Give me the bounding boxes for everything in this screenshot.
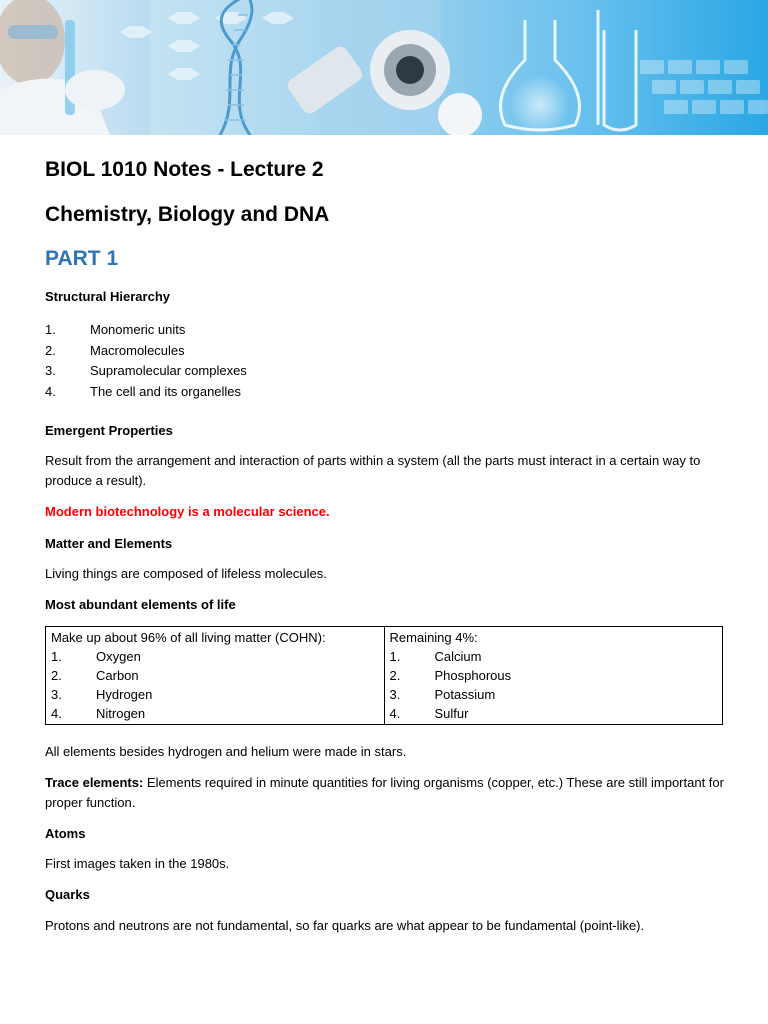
list-item-number: 2.: [51, 668, 62, 683]
emergent-properties-text: Result from the arrangement and interaction of parts within a system (all the parts must interact in a certain way to produce a result).: [45, 453, 701, 488]
quarks-heading: Quarks: [45, 887, 90, 902]
quarks-text: Protons and neutrons are not fundamental, so far quarks are what appear to be fundamental (point-like).: [45, 918, 645, 933]
table-cell-title: Remaining 4%:: [389, 630, 478, 645]
list-item: [45, 341, 247, 362]
list-item-text: Oxygen: [96, 649, 141, 664]
atoms-text: First images taken in the 1980s.: [45, 856, 230, 871]
list-item: [45, 320, 247, 341]
list-item-text: Potassium: [434, 687, 496, 702]
list-item-number: 1.: [389, 649, 401, 664]
header-banner-image: [0, 0, 768, 135]
stars-text: All elements besides hydrogen and helium were made in stars.: [45, 744, 407, 759]
part-heading: PART 1: [45, 247, 119, 270]
list-item-number: 3.: [389, 687, 401, 702]
list-item-number: 1.: [51, 649, 62, 664]
atoms-heading: Atoms: [45, 826, 86, 841]
list-item: [390, 704, 718, 723]
matter-elements-text: Living things are composed of lifeless molecules.: [45, 566, 327, 581]
list-item-text: Nitrogen: [96, 706, 146, 721]
emergent-properties-heading: Emergent Properties: [45, 423, 173, 438]
list-item-text: Calcium: [434, 649, 482, 664]
structural-hierarchy-list: [45, 320, 247, 402]
structural-hierarchy-heading: Structural Hierarchy: [45, 289, 170, 304]
list-item-text: The cell and its organelles: [90, 383, 242, 399]
list-item: [390, 666, 718, 685]
list-item-number: 4.: [389, 706, 401, 721]
list-item-number: 4.: [45, 383, 56, 399]
list-item: [390, 685, 718, 704]
abundant-elements-heading: Most abundant elements of life: [45, 597, 236, 612]
highlight-statement: Modern biotechnology is a molecular science.: [45, 504, 330, 519]
table-cell-remaining-elements: [384, 627, 723, 725]
list-item-text: Supramolecular complexes: [90, 363, 247, 378]
trace-elements-text: Elements required in minute quantities for living organisms (copper, etc.) These are still important for proper function.: [45, 775, 724, 810]
elements-table: [45, 626, 723, 725]
list-item-text: Carbon: [96, 668, 139, 683]
list-item-number: 3.: [51, 687, 62, 702]
list-item-number: 2.: [45, 342, 56, 358]
list-item-text: Monomeric units: [90, 322, 186, 337]
trace-elements-paragraph: [45, 773, 725, 813]
list-item: [51, 685, 379, 704]
list-item-text: Macromolecules: [90, 342, 185, 358]
list-item-number: 3.: [45, 363, 56, 378]
list-item: [390, 647, 718, 666]
table-cell-major-elements: [46, 627, 385, 725]
list-item-text: Sulfur: [434, 706, 469, 721]
matter-elements-heading: Matter and Elements: [45, 536, 173, 551]
list-item: [51, 704, 379, 723]
list-item-text: Hydrogen: [96, 687, 153, 702]
list-item-number: 1.: [45, 322, 56, 337]
table-cell-title: Make up about 96% of all living matter (COHN):: [51, 630, 326, 645]
list-item: [51, 647, 379, 666]
list-item-text: Phosphorous: [434, 668, 512, 683]
list-item: [51, 666, 379, 685]
list-item: [45, 361, 247, 382]
list-item-number: 2.: [389, 668, 401, 683]
list-item-number: 4.: [51, 706, 62, 721]
trace-elements-label: Trace elements:: [45, 775, 144, 790]
list-item: [45, 382, 247, 403]
document-subtitle: Chemistry, Biology and DNA: [45, 203, 330, 226]
document-title: BIOL 1010 Notes - Lecture 2: [45, 158, 324, 181]
